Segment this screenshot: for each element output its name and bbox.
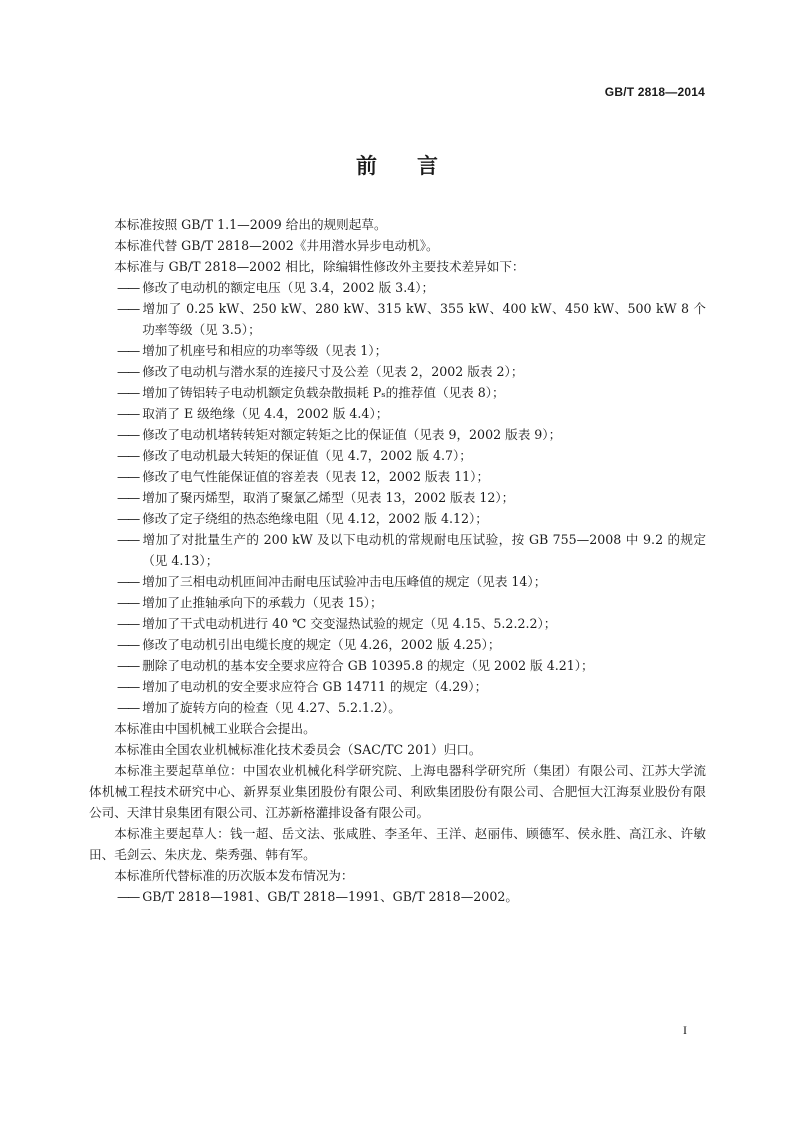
change-text: 增加了 0.25 kW、250 kW、280 kW、315 kW、355 kW、400 kW、450 kW、500 kW 8 个功率等级（见 3.5）； xyxy=(142,301,706,337)
history-item xyxy=(117,886,706,907)
dash-bullet: —— xyxy=(117,385,139,400)
change-text: 修改了电动机引出电缆长度的规定（见 4.26，2002 版 4.25）； xyxy=(142,637,501,652)
dash-bullet: —— xyxy=(117,490,139,505)
change-text: 取消了 E 级绝缘（见 4.4，2002 版 4.4）； xyxy=(142,406,389,421)
dash-bullet: —— xyxy=(117,364,139,379)
change-text: 删除了电动机的基本安全要求应符合 GB 10395.8 的规定（见 2002 版 4.21）； xyxy=(142,658,594,673)
dash-bullet: —— xyxy=(117,679,139,694)
change-item xyxy=(117,277,706,298)
change-text: 修改了定子绕组的热态绝缘电阻（见 4.12，2002 版 4.12）； xyxy=(142,511,488,526)
dash-bullet: —— xyxy=(117,574,139,589)
dash-bullet: —— xyxy=(117,637,139,652)
change-text: 增加了止推轴承向下的承载力（见表 15）； xyxy=(142,595,383,610)
change-item xyxy=(117,340,706,361)
dash-bullet: —— xyxy=(117,658,139,673)
change-text: 修改了电动机与潜水泵的连接尺寸及公差（见表 2，2002 版表 2）； xyxy=(142,364,524,379)
change-item xyxy=(117,382,706,403)
change-item xyxy=(117,508,706,529)
change-text: 增加了旋转方向的检查（见 4.27、5.2.1.2）。 xyxy=(142,700,401,715)
dash-bullet: —— xyxy=(117,343,139,358)
dash-bullet: —— xyxy=(117,700,139,715)
dash-bullet: —— xyxy=(117,595,139,610)
dash-bullet: —— xyxy=(117,280,139,295)
change-item xyxy=(117,676,706,697)
change-item xyxy=(117,655,706,676)
change-item xyxy=(117,613,706,634)
change-item xyxy=(117,634,706,655)
title-char-2: 言 xyxy=(417,154,438,178)
change-item xyxy=(117,424,706,445)
change-text: 增加了电动机的安全要求应符合 GB 14711 的规定（4.29）； xyxy=(142,679,488,694)
document-body xyxy=(89,214,706,907)
change-text: 修改了电动机最大转矩的保证值（见 4.7，2002 版 4.7）； xyxy=(142,448,472,463)
dash-bullet: —— xyxy=(117,889,139,904)
change-item xyxy=(117,571,706,592)
intro-paragraph: 本标准按照 GB/T 1.1—2009 给出的规则起草。 xyxy=(114,217,387,232)
dash-bullet: —— xyxy=(117,427,139,442)
change-item xyxy=(117,487,706,508)
change-item xyxy=(117,592,706,613)
dash-bullet: —— xyxy=(117,448,139,463)
intro-paragraph: 本标准代替 GB/T 2818—2002《井用潜水异步电动机》。 xyxy=(114,238,439,253)
dash-bullet: —— xyxy=(117,616,139,631)
change-text: 增加了铸铝转子电动机额定负载杂散损耗 Pₛ的推荐值（见表 8）； xyxy=(142,385,505,400)
dash-bullet: —— xyxy=(117,511,139,526)
change-item xyxy=(117,697,706,718)
change-text: 增加了对批量生产的 200 kW 及以下电动机的常规耐电压试验，按 GB 755—2008 中 9.2 的规定（见 4.13）； xyxy=(142,532,706,568)
outro-paragraph: 本标准主要起草人：钱一超、岳文法、张咸胜、李圣年、王洋、赵丽伟、顾德军、侯永胜、高江永、许敏田、毛剑云、朱庆龙、柴秀强、韩有军。 xyxy=(89,826,706,862)
outro-paragraph: 本标准由全国农业机械标准化技术委员会（SAC/TC 201）归口。 xyxy=(114,742,482,757)
history-text: GB/T 2818—1981、GB/T 2818—1991、GB/T 2818—2002。 xyxy=(142,889,518,904)
change-text: 修改了电动机的额定电压（见 3.4，2002 版 3.4）； xyxy=(142,280,435,295)
change-item xyxy=(117,403,706,424)
standard-code: GB/T 2818—2014 xyxy=(604,85,705,99)
change-item xyxy=(117,466,706,487)
dash-bullet: —— xyxy=(117,532,139,547)
dash-bullet: —— xyxy=(117,301,139,316)
dash-bullet: —— xyxy=(117,469,139,484)
change-text: 修改了电气性能保证值的容差表（见表 12，2002 版表 11）； xyxy=(142,469,490,484)
change-text: 修改了电动机堵转转矩对额定转矩之比的保证值（见表 9，2002 版表 9）； xyxy=(142,427,562,442)
dash-bullet: —— xyxy=(117,406,139,421)
outro-paragraph: 本标准所代替标准的历次版本发布情况为： xyxy=(114,868,354,883)
change-item xyxy=(117,298,706,340)
page-title xyxy=(0,150,794,180)
change-text: 增加了聚丙烯型，取消了聚氯乙烯型（见表 13，2002 版表 12）； xyxy=(142,490,515,505)
change-text: 增加了机座号和相应的功率等级（见表 1）； xyxy=(142,343,388,358)
change-text: 增加了三相电动机匝间冲击耐电压试验冲击电压峰值的规定（见表 14）； xyxy=(142,574,547,589)
outro-paragraph: 本标准由中国机械工业联合会提出。 xyxy=(114,721,316,736)
change-item xyxy=(117,445,706,466)
outro-paragraph: 本标准主要起草单位：中国农业机械化科学研究院、上海电器科学研究所（集团）有限公司、江苏大学流体机械工程技术研究中心、新界泵业集团股份有限公司、利欧集团股份有限公司、合肥恒大江海泵业股份有限公司、天津甘泉集团有限公司、江苏新格灌排设备有限公司。 xyxy=(89,763,706,820)
change-text: 增加了干式电动机进行 40 ℃ 交变湿热试验的规定（见 4.15、5.2.2.2）； xyxy=(142,616,557,631)
change-item xyxy=(117,529,706,571)
change-item xyxy=(117,361,706,382)
intro-paragraph: 本标准与 GB/T 2818—2002 相比，除编辑性修改外主要技术差异如下： xyxy=(114,259,525,274)
page-number: I xyxy=(683,1023,687,1037)
title-char-1: 前 xyxy=(356,154,377,178)
